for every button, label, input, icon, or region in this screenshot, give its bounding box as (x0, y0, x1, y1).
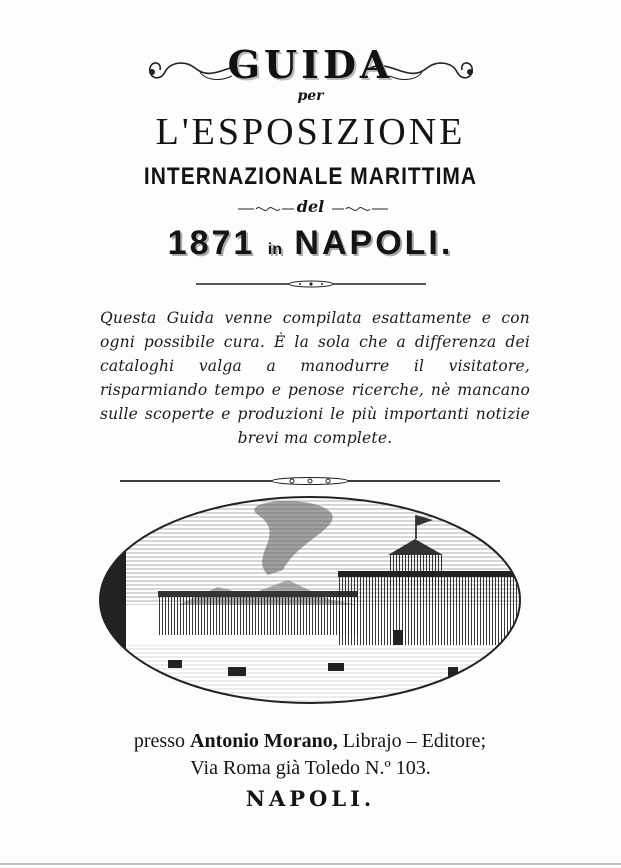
title-esposizione: L'ESPOSIZIONE (155, 111, 466, 153)
imprint-publisher-line (100, 730, 520, 753)
imprint-address: Via Roma già Toledo N.º 103. (190, 757, 431, 779)
imprint-city: NAPOLI. (245, 786, 376, 811)
exhibition-engraving-illustration (98, 495, 523, 705)
title-year-city (0, 224, 621, 263)
year: 1871 (167, 224, 256, 262)
del-right-ornament (330, 202, 390, 216)
title-del: del (296, 197, 325, 216)
description-paragraph: Questa Guida venne compilata esattamente e con ogni possibile cura. È la sola che a differenza dei cataloghi valga a manodurre il visitatore, risparmiando tempo e penose ricerche, nè mancano sulle scoperte e produzioni le più importanti notizie brevi ma complete. (100, 309, 530, 447)
ornamental-rule (120, 476, 500, 486)
page-edge-line (0, 860, 621, 868)
title-per: per (297, 88, 324, 104)
imprint-presso: presso (133, 730, 185, 752)
imprint-role: Librajo – Editore; (342, 730, 487, 752)
title-internazionale: INTERNAZIONALE MARITTIMA (143, 163, 478, 190)
ornamental-rule (196, 280, 426, 288)
imprint-publisher-name: Antonio Morano, (190, 730, 338, 752)
title-guida: GUIDA (227, 42, 394, 87)
in-word: in (267, 241, 282, 258)
city: NAPOLI. (294, 224, 454, 262)
